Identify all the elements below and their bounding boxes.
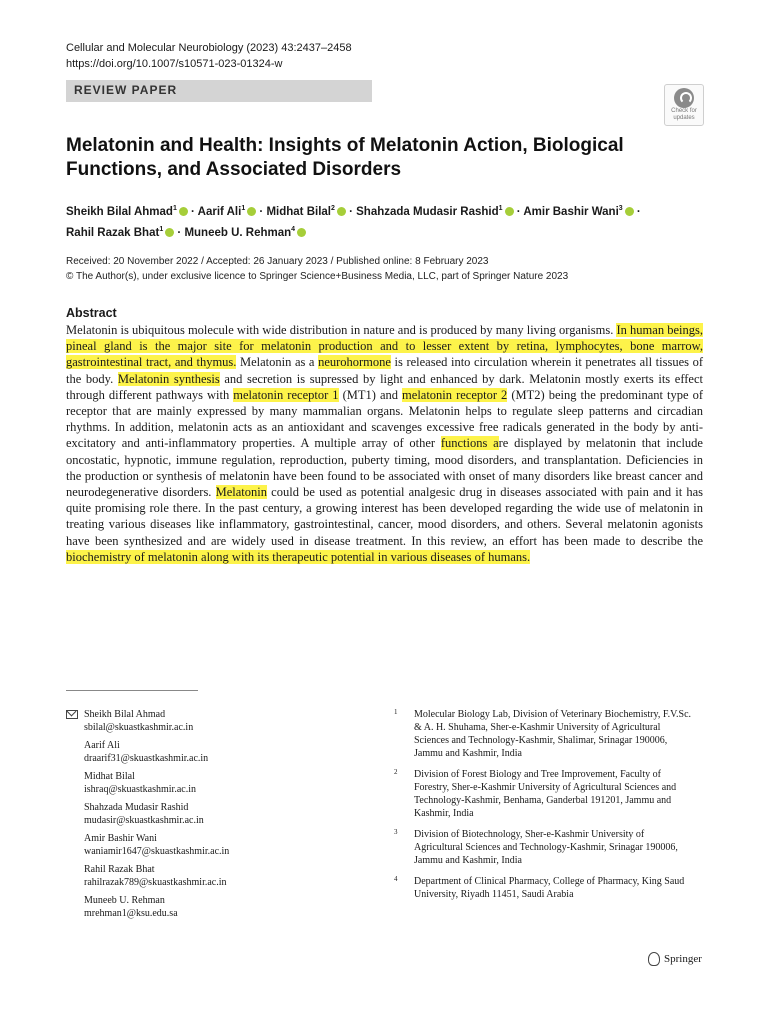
author[interactable]: Rahil Razak Bhat$^1$: [66, 227, 174, 239]
correspondence-entry: Shahzada Mudasir Rashid mudasir@skuastkashmir.ac.in: [66, 801, 366, 827]
orcid-icon[interactable]: [297, 228, 306, 237]
highlight[interactable]: Melatonin synthesis: [117, 371, 220, 386]
check-for-updates-icon: [674, 88, 694, 108]
email-link[interactable]: sbilal@skuastkashmir.ac.in: [84, 722, 194, 733]
highlight[interactable]: neurohormone: [318, 355, 391, 370]
correspondence-entry: Sheikh Bilal Ahmad sbilal@skuastkashmir.ac.in: [66, 708, 366, 734]
highlight[interactable]: functions a: [440, 436, 499, 451]
dates-line: Received: 20 November 2022 / Accepted: 26 January 2023 / Published online: 8 February 2023: [66, 256, 489, 267]
orcid-icon[interactable]: [247, 207, 256, 216]
correspondence-entry: Muneeb U. Rehman mrehman1@ksu.edu.sa: [66, 894, 366, 920]
correspondence-entry: Rahil Razak Bhat rahilrazak789@skuastkashmir.ac.in: [66, 863, 366, 889]
highlight[interactable]: biochemistry of melatonin along with its therapeutic potential in various diseases of humans.: [66, 549, 531, 564]
email-link[interactable]: rahilrazak789@skuastkashmir.ac.in: [84, 877, 227, 888]
highlight[interactable]: melatonin receptor 1: [233, 387, 339, 402]
author[interactable]: Sheikh Bilal Ahmad$^1$: [66, 206, 188, 218]
author-list: Sheikh Bilal Ahmad$^1$ · Aarif Ali$^1$ · Midhat Bilal$^2$ · Shahzada Mudasir Rashid$^1$ · Amir Bashir Wani$^3$ · Rahil Razak Bhat$^1$ · Muneeb U. Rehman$^4$: [66, 205, 641, 239]
journal-citation: Cellular and Molecular Neurobiology (2023) 43:2437–2458: [66, 42, 352, 54]
publisher-name: Springer: [664, 953, 702, 965]
journal-header: [66, 40, 352, 72]
email-link[interactable]: ishraq@skuastkashmir.ac.in: [84, 784, 196, 795]
copyright-line: © The Author(s), under exclusive licence to Springer Science+Business Media, LLC, part of Springer Nature 2023: [66, 271, 569, 282]
affiliation: 3 Division of Biotechnology, Sher-e-Kashmir University of Agricultural Sciences and Technology-Kashmir, Srinagar 190006, Jammu and Kashmir, India: [394, 828, 678, 866]
orcid-icon[interactable]: [337, 207, 346, 216]
email-link[interactable]: waniamir1647@skuastkashmir.ac.in: [84, 846, 230, 857]
orcid-icon[interactable]: [505, 207, 514, 216]
article-title: Melatonin and Health: Insights of Melatonin Action, Biological Functions, and Associated Disorders: [66, 135, 624, 180]
orcid-icon[interactable]: [165, 228, 174, 237]
author[interactable]: Midhat Bilal$^2$: [266, 206, 345, 218]
highlight[interactable]: Melatonin: [215, 485, 267, 500]
email-link[interactable]: mudasir@skuastkashmir.ac.in: [84, 815, 204, 826]
publisher-logo: [648, 952, 702, 966]
springer-horse-icon: [648, 952, 660, 966]
author[interactable]: Shahzada Mudasir Rashid$^1$: [356, 206, 513, 218]
highlight[interactable]: melatonin receptor 2: [402, 387, 508, 402]
badge-line2: updates: [673, 115, 695, 121]
author[interactable]: Muneeb U. Rehman$^4$: [184, 227, 306, 239]
orcid-icon[interactable]: [179, 207, 188, 216]
correspondence-entry: Amir Bashir Wani waniamir1647@skuastkashmir.ac.in: [66, 832, 366, 858]
abstract-text: Melatonin is ubiquitous molecule with wide distribution in nature and is produced by many living organisms. In human beings, pineal gland is the major site for melatonin production and to lesser extent by retina, lymphocytes, bone marrow, gastrointestinal tract, and thymus. Melatonin as a neurohormone is released into circulation wherein it penetrates all tissues of the body. Melatonin synthesis and secretion is supressed by light and enhanced by dark. Melatonin mostly exerts its effect through different pathways with melatonin receptor 1 (MT1) and melatonin receptor 2 (MT2) being the predominant type of receptor that are mainly expressed by many mammalian organs. Melatonin helps to regulate sleep patterns and circadian rhythms. In addition, melatonin acts as an antioxidant and scavenges excessive free radicals generated in the body by anti-excitatory and anti-inflammatory properties. A multiple array of other functions are displayed by melatonin that include oncostatic, hypnotic, immune regulation, reproduction, puberty timing, mood disorders, and transplantation. Deficiencies in the production or synthesis of melatonin have been found to be associated with onset of many disorders like breast cancer and neurodegenerative disorders. Melatonin could be used as potential analgesic drug in diseases associated with pain and it has quite promising role there. In the past century, a growing interest has been developed regarding the wide use of melatonin in treating various diseases like inflammatory, gastrointestinal, cancer, mood disorders, and others. Several melatonin agonists have been synthesized and are widely used in disease treatment. In this review, an effort has been made to describe the biochemistry of melatonin along with its therapeutic potential in various diseases of humans.: [66, 323, 704, 564]
correspondence-list: [66, 708, 366, 925]
publication-history: [66, 254, 706, 284]
author[interactable]: Amir Bashir Wani$^3$: [523, 206, 633, 218]
email-link[interactable]: draarif31@skuastkashmir.ac.in: [84, 753, 209, 764]
email-link[interactable]: mrehman1@ksu.edu.sa: [84, 908, 178, 919]
affiliation: 1 Molecular Biology Lab, Division of Veterinary Biochemistry, F.V.Sc. & A. H. Shuhama, Sher-e-Kashmir University of Agricultural Sciences and Technology-Kashmir, Shalimar, Srinagar 190006, Jammu and Kashmir, India: [394, 708, 692, 759]
highlight[interactable]: In human beings, pineal gland is the major site for melatonin production and to lesser extent by retina, lymphocytes, bone marrow, gastrointestinal tract, and thymus.: [66, 323, 703, 370]
doi-link[interactable]: https://doi.org/10.1007/s10571-023-01324-w: [66, 58, 283, 70]
envelope-icon: [66, 710, 78, 719]
article-type-label: REVIEW PAPER: [74, 83, 178, 97]
affiliation: 4 Department of Clinical Pharmacy, College of Pharmacy, King Saud University, Riyadh 11451, Saudi Arabia: [394, 875, 685, 900]
badge-line1: Check for: [671, 108, 697, 114]
article-type-bar: [66, 80, 372, 102]
abstract-heading: Abstract: [66, 306, 117, 320]
check-for-updates-badge[interactable]: [664, 84, 704, 126]
footnote-divider: [66, 690, 198, 691]
correspondence-entry: Midhat Bilal ishraq@skuastkashmir.ac.in: [66, 770, 366, 796]
correspondence-entry: Aarif Ali draarif31@skuastkashmir.ac.in: [66, 739, 366, 765]
affiliation: 2 Division of Forest Biology and Tree Improvement, Faculty of Forestry, Sher-e-Kashmir University of Agricultural Sciences and Technology-Kashmir, Benhama, Ganderbal 191201, Jammu and Kashmir, India: [394, 768, 677, 819]
author[interactable]: Aarif Ali$^1$: [198, 206, 257, 218]
affiliation-list: [394, 708, 694, 909]
orcid-icon[interactable]: [625, 207, 634, 216]
